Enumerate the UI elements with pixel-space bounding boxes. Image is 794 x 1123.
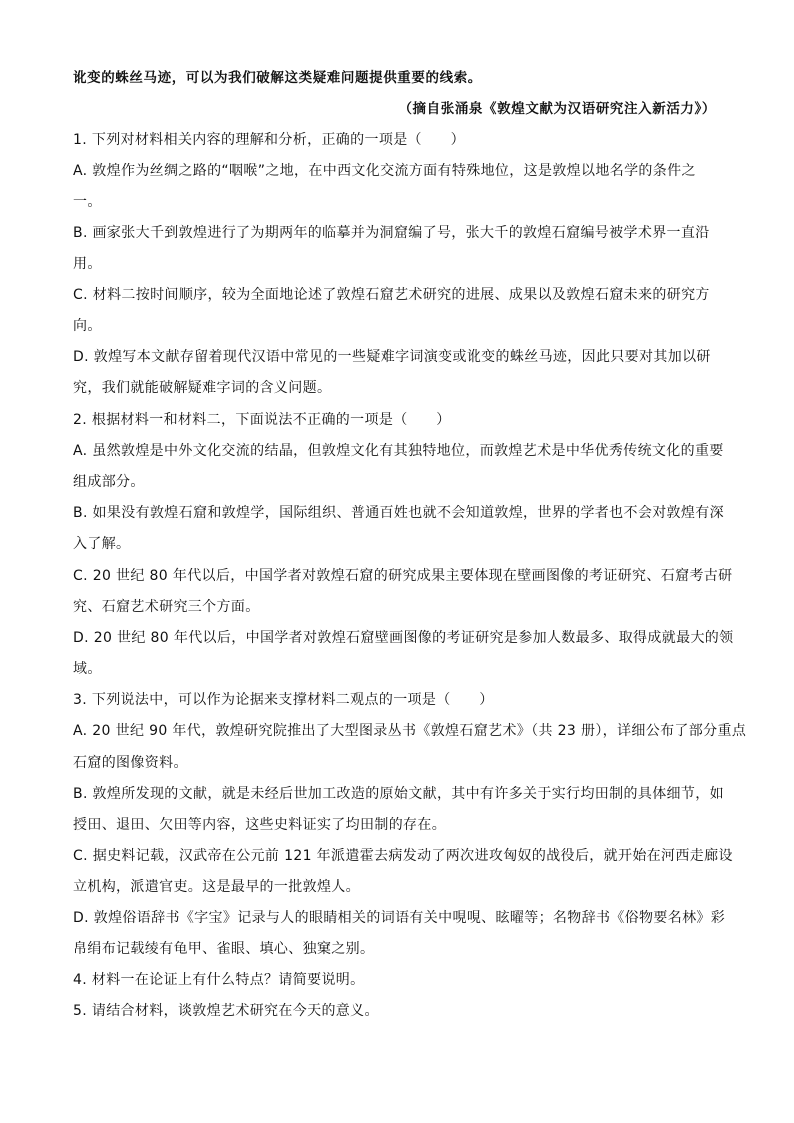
- q2-option-a-line2: 组成部分。: [73, 474, 145, 490]
- q3-option-d-line1: D. 敦煌俗语辞书《字宝》记录与人的眼睛相关的词语有关中哯哯、眩曜等；名物辞书《俗物要名林》彩: [73, 910, 726, 926]
- q5-stem: 5. 请结合材料，谈敦煌艺术研究在今天的意义。: [73, 1003, 379, 1019]
- q3-option-b-line2: 授田、退田、欠田等内容，这些史料证实了均田制的存在。: [73, 817, 447, 833]
- q1-option-b-line2: 用。: [73, 256, 102, 272]
- q1-option-a-line2: 一。: [73, 194, 102, 210]
- q3-option-c-line1: C. 据史料记载，汉武帝在公元前 121 年派遣霍去病发动了两次进攻匈奴的战役后，就开始在河西走廊设: [73, 848, 733, 864]
- q1-option-c-line2: 向。: [73, 318, 102, 334]
- source-citation: （摘自张涌泉《敦煌文献为汉语研究注入新活力》）: [398, 101, 716, 117]
- q2-option-a-line1: A. 虽然敦煌是中外文化交流的结晶，但敦煌文化有其独特地位，而敦煌艺术是中华优秀传统文化的重要: [73, 443, 724, 459]
- q1-option-b-line1: B. 画家张大千到敦煌进行了为期两年的临摹并为洞窟编了号，张大千的敦煌石窟编号被学术界一直沿: [73, 225, 710, 241]
- q3-option-a-line1: A. 20 世纪 90 年代，敦煌研究院推出了大型图录丛书《敦煌石窟艺术》（共 23 册），详细公布了部分重点: [73, 723, 747, 739]
- q2-option-b-line2: 入了解。: [73, 536, 131, 552]
- q1-option-d-line2: 究，我们就能破解疑难字词的含义问题。: [73, 380, 332, 396]
- q1-option-c-line1: C. 材料二按时间顺序，较为全面地论述了敦煌石窟艺术研究的进展、成果以及敦煌石窟未来的研究方: [73, 287, 710, 303]
- q2-option-d-line1: D. 20 世纪 80 年代以后，中国学者对敦煌石窟壁画图像的考证研究是参加人数最多、取得成就最大的领: [73, 630, 734, 646]
- q2-option-d-line2: 域。: [73, 661, 102, 677]
- q2-option-b-line1: B. 如果没有敦煌石窟和敦煌学，国际组织、普通百姓也就不会知道敦煌，世界的学者也不会对敦煌有深: [73, 505, 724, 521]
- q3-stem: 3. 下列说法中，可以作为论据来支撑材料二观点的一项是（ ）: [73, 692, 494, 708]
- q2-option-c-line2: 究、石窟艺术研究三个方面。: [73, 599, 260, 615]
- q3-option-c-line2: 立机构，派遣官吏。这是最早的一批敦煌人。: [73, 879, 360, 895]
- q3-option-d-line2: 帛绢布记载绫有龟甲、雀眼、填心、独窠之别。: [73, 941, 375, 957]
- q2-option-c-line1: C. 20 世纪 80 年代以后，中国学者对敦煌石窟的研究成果主要体现在壁画图像的考证研究、石窟考古研: [73, 568, 733, 584]
- q2-stem: 2. 根据材料一和材料二，下面说法不正确的一项是（ ）: [73, 412, 451, 428]
- q1-stem: 1. 下列对材料相关内容的理解和分析，正确的一项是（ ）: [73, 132, 465, 148]
- q4-stem: 4. 材料一在论证上有什么特点？请简要说明。: [73, 972, 365, 988]
- q3-option-b-line1: B. 敦煌所发现的文献，就是未经后世加工改造的原始文献，其中有许多关于实行均田制的具体细节，如: [73, 786, 724, 802]
- q3-option-a-line2: 石窟的图像资料。: [73, 755, 188, 771]
- q1-option-d-line1: D. 敦煌写本文献存留着现代汉语中常见的一些疑难字词演变或讹变的蛛丝马迹，因此只要对其加以研: [73, 349, 711, 365]
- q1-option-a-line1: A. 敦煌作为丝绸之路的“咽喉”之地，在中西文化交流方面有特殊地位，这是敦煌以地名学的条件之: [73, 163, 696, 179]
- intro-tail-text: 讹变的蛛丝马迹，可以为我们破解这类疑难问题提供重要的线索。: [73, 70, 482, 86]
